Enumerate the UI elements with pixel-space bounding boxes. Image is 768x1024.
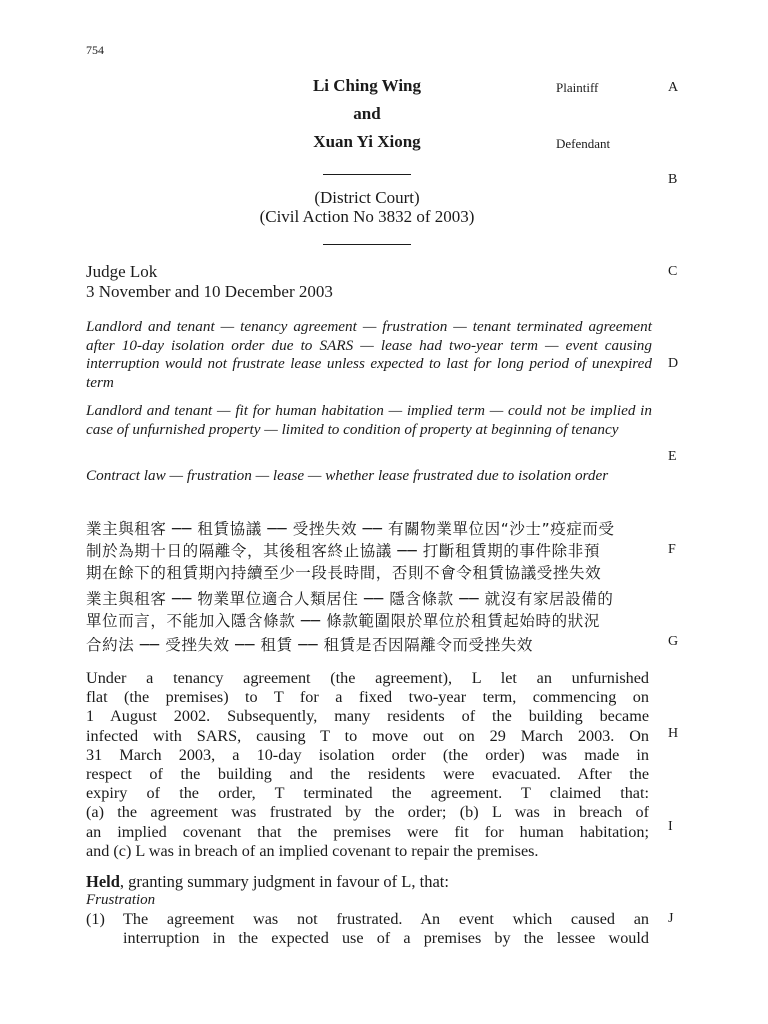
margin-letter: C (668, 264, 678, 279)
holding-number: (1) (86, 910, 105, 928)
headnote-line: respect of the building and the residents were evacuated. After the (86, 765, 649, 784)
civil-action-number: (Civil Action No 3832 of 2003) (259, 207, 475, 226)
chinese-catchword-line: 單位而言，不能加入隱含條款 ── 條款範圍限於單位於租賃起始時的狀況 (86, 612, 600, 630)
held-subheading: Frustration (86, 892, 156, 908)
judge-name: Judge Lok (86, 262, 158, 281)
page-number: 754 (86, 43, 104, 57)
headnote-facts (86, 669, 649, 861)
defendant-name: Xuan Yi Xiong (313, 132, 421, 151)
margin-letter: I (668, 819, 673, 834)
margin-letter: J (668, 911, 674, 926)
plaintiff-role: Plaintiff (556, 80, 599, 95)
chinese-catchword-line: 制於為期十日的隔離令，其後租客終止協議 ── 打斷租賃期的事件除非預 (86, 542, 600, 560)
margin-letter: B (668, 172, 678, 187)
defendant-role: Defendant (556, 136, 611, 151)
headnote-line: (a) the agreement was frustrated by the order; (b) L was in breach of (86, 803, 649, 822)
chinese-catchword-line: 期在餘下的租賃期內持續至少一段長時間，否則不會令租賃協議受挫失效 (86, 564, 602, 582)
headnote-line: Under a tenancy agreement (the agreement), L let an unfurnished (86, 669, 649, 687)
margin-letter: F (668, 542, 676, 557)
court-name: (District Court) (314, 188, 420, 207)
party-conjunction: and (353, 104, 381, 123)
catchword-paragraph: Landlord and tenant — tenancy agreement — frustration — tenant terminated agreement after 10-day isolation order due to SARS — lease had two-year term — event causing interruption would not frustrate lease unless expected to last for long period of unexpired term (86, 318, 652, 391)
margin-letter: G (668, 634, 679, 649)
margin-letter: E (668, 449, 677, 464)
headnote-line: 31 March 2003, a 10-day isolation order (the order) was made in (86, 745, 649, 764)
chinese-catchword-line: 業主與租客 ── 物業單位適合人類居住 ── 隱含條款 ── 就沒有家居設備的 (86, 590, 614, 608)
chinese-catchword-line: 業主與租客 ── 租賃協議 ── 受挫失效 ── 有關物業單位因“沙士”疫症而受 (86, 520, 615, 538)
holding-line: interruption in the expected use of a premises by the lessee would (123, 929, 649, 948)
chinese-catchword-line: 合約法 ── 受挫失效 ── 租賃 ── 租賃是否因隔離令而受挫失效 (86, 636, 533, 654)
divider-rule (323, 244, 411, 245)
held-label: Held (86, 872, 120, 891)
plaintiff-name: Li Ching Wing (312, 76, 422, 95)
catchword-paragraph: Contract law — frustration — lease — whether lease frustrated due to isolation order (86, 467, 609, 484)
headnote-line: expiry of the order, T terminated the agreement. T claimed that: (86, 784, 649, 803)
catchword-paragraph: Landlord and tenant — fit for human habitation — implied term — could not be implied in case of unfurnished property — limited to condition of property at beginning of tenancy (86, 402, 652, 438)
held-text: , granting summary judgment in favour of L, that: (119, 872, 449, 891)
headnote-line: flat (the premises) to T for a fixed two-year term, commencing on (86, 688, 649, 707)
divider-rule (323, 174, 411, 175)
headnote-line: 1 August 2002. Subsequently, many residents of the building became (86, 707, 649, 726)
holding-line: The agreement was not frustrated. An event which caused an (123, 910, 649, 928)
hearing-dates: 3 November and 10 December 2003 (86, 282, 333, 301)
holding-item (86, 910, 649, 948)
headnote-line: and (c) L was in breach of an implied covenant to repair the premises. (86, 841, 539, 860)
margin-letter: D (668, 356, 679, 371)
held-statement (86, 872, 449, 892)
headnote-line: an implied covenant that the premises were fit for human habitation; (86, 822, 649, 841)
margin-letter: A (668, 80, 679, 95)
margin-letter: H (668, 726, 679, 741)
headnote-line: infected with SARS, causing T to move out on 29 March 2003. On (86, 726, 649, 745)
